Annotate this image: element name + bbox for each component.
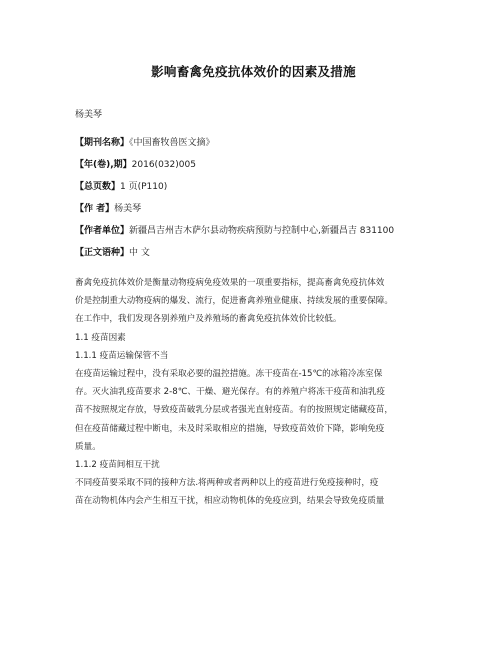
- meta-value: 新疆昌吉州吉木萨尔县动物疾病预防与控制中心,新疆昌吉 831100: [129, 226, 395, 236]
- meta-value: 中 文: [129, 248, 150, 258]
- meta-value: 杨美琴: [114, 204, 142, 214]
- text-line: 质量。: [75, 441, 101, 452]
- meta-affiliation: [75, 220, 432, 242]
- meta-page-count: [75, 176, 432, 198]
- text-line: 不同疫苗要采取不同的接种方法.将两种或者两种以上的疫苗进行免疫接种时，疫: [75, 478, 379, 489]
- meta-label: 【期刊名称】: [75, 138, 130, 148]
- meta-value: 2016(032)005: [131, 160, 196, 170]
- text-line: 价是控制重大动物疫病的爆发、流行，促进畜禽养殖业健康、持续发展的重要保障。: [75, 296, 393, 307]
- meta-language: [75, 242, 432, 264]
- text-line: 但在疫苗储藏过程中断电，未及时采取相应的措施，导致疫苗效价下降，影响免疫: [75, 423, 385, 434]
- metadata-list: [75, 132, 432, 264]
- author-name: 杨美琴: [75, 110, 103, 120]
- meta-journal-name: [75, 132, 432, 154]
- meta-value: 1 页(P110): [120, 182, 168, 192]
- intro-paragraph: [75, 274, 432, 329]
- text-line: 在工作中，我们发现各别养殖户及养殖场的畜禽免疫抗体效价比较低。: [75, 314, 342, 325]
- meta-label: 【作者单位】: [75, 226, 130, 236]
- meta-year-volume-issue: [75, 154, 432, 176]
- meta-label: 【总页数】: [75, 182, 121, 192]
- section-heading: 1.1 疫苗因素: [75, 332, 126, 343]
- text-line: 畜禽免疫抗体效价是衡量动物疫病免疫效果的一项重要指标，提高畜禽免疫抗体效: [75, 278, 385, 288]
- meta-label: 【作 者】: [75, 204, 115, 214]
- meta-author: [75, 198, 432, 220]
- text-line: 存。灭火油乳疫苗要求 2-8℃、干燥、避光保存。有的养殖户将冻干疫苗和油乳疫: [75, 387, 386, 398]
- document-title: 影响畜禽免疫抗体效价的因素及措施: [151, 64, 356, 79]
- body-paragraph: [75, 474, 432, 510]
- text-line: 苗不按照规定存放，导致疫苗破乳分层或者强光直射疫苗。有的按照规定储藏疫苗，: [75, 405, 393, 416]
- article-body: [75, 274, 432, 511]
- text-line: 苗在动物机体内会产生相互干扰，相应动物机体的免疫应到，结果会导致免疫质量: [75, 496, 385, 507]
- body-paragraph: [75, 365, 432, 456]
- meta-value: 《中国畜牧兽医文摘》: [129, 138, 215, 148]
- text-line: 在疫苗运输过程中，没有采取必要的温控措施。冻干疫苗在-15℃的冰箱冷冻室保: [75, 369, 383, 380]
- meta-label: 【年(卷),期】: [75, 160, 132, 170]
- subsection-heading: 1.1.1 疫苗运输保管不当: [75, 350, 169, 361]
- meta-label: 【正文语种】: [75, 248, 130, 258]
- subsection-heading: 1.1.2 疫苗间相互干扰: [75, 460, 160, 471]
